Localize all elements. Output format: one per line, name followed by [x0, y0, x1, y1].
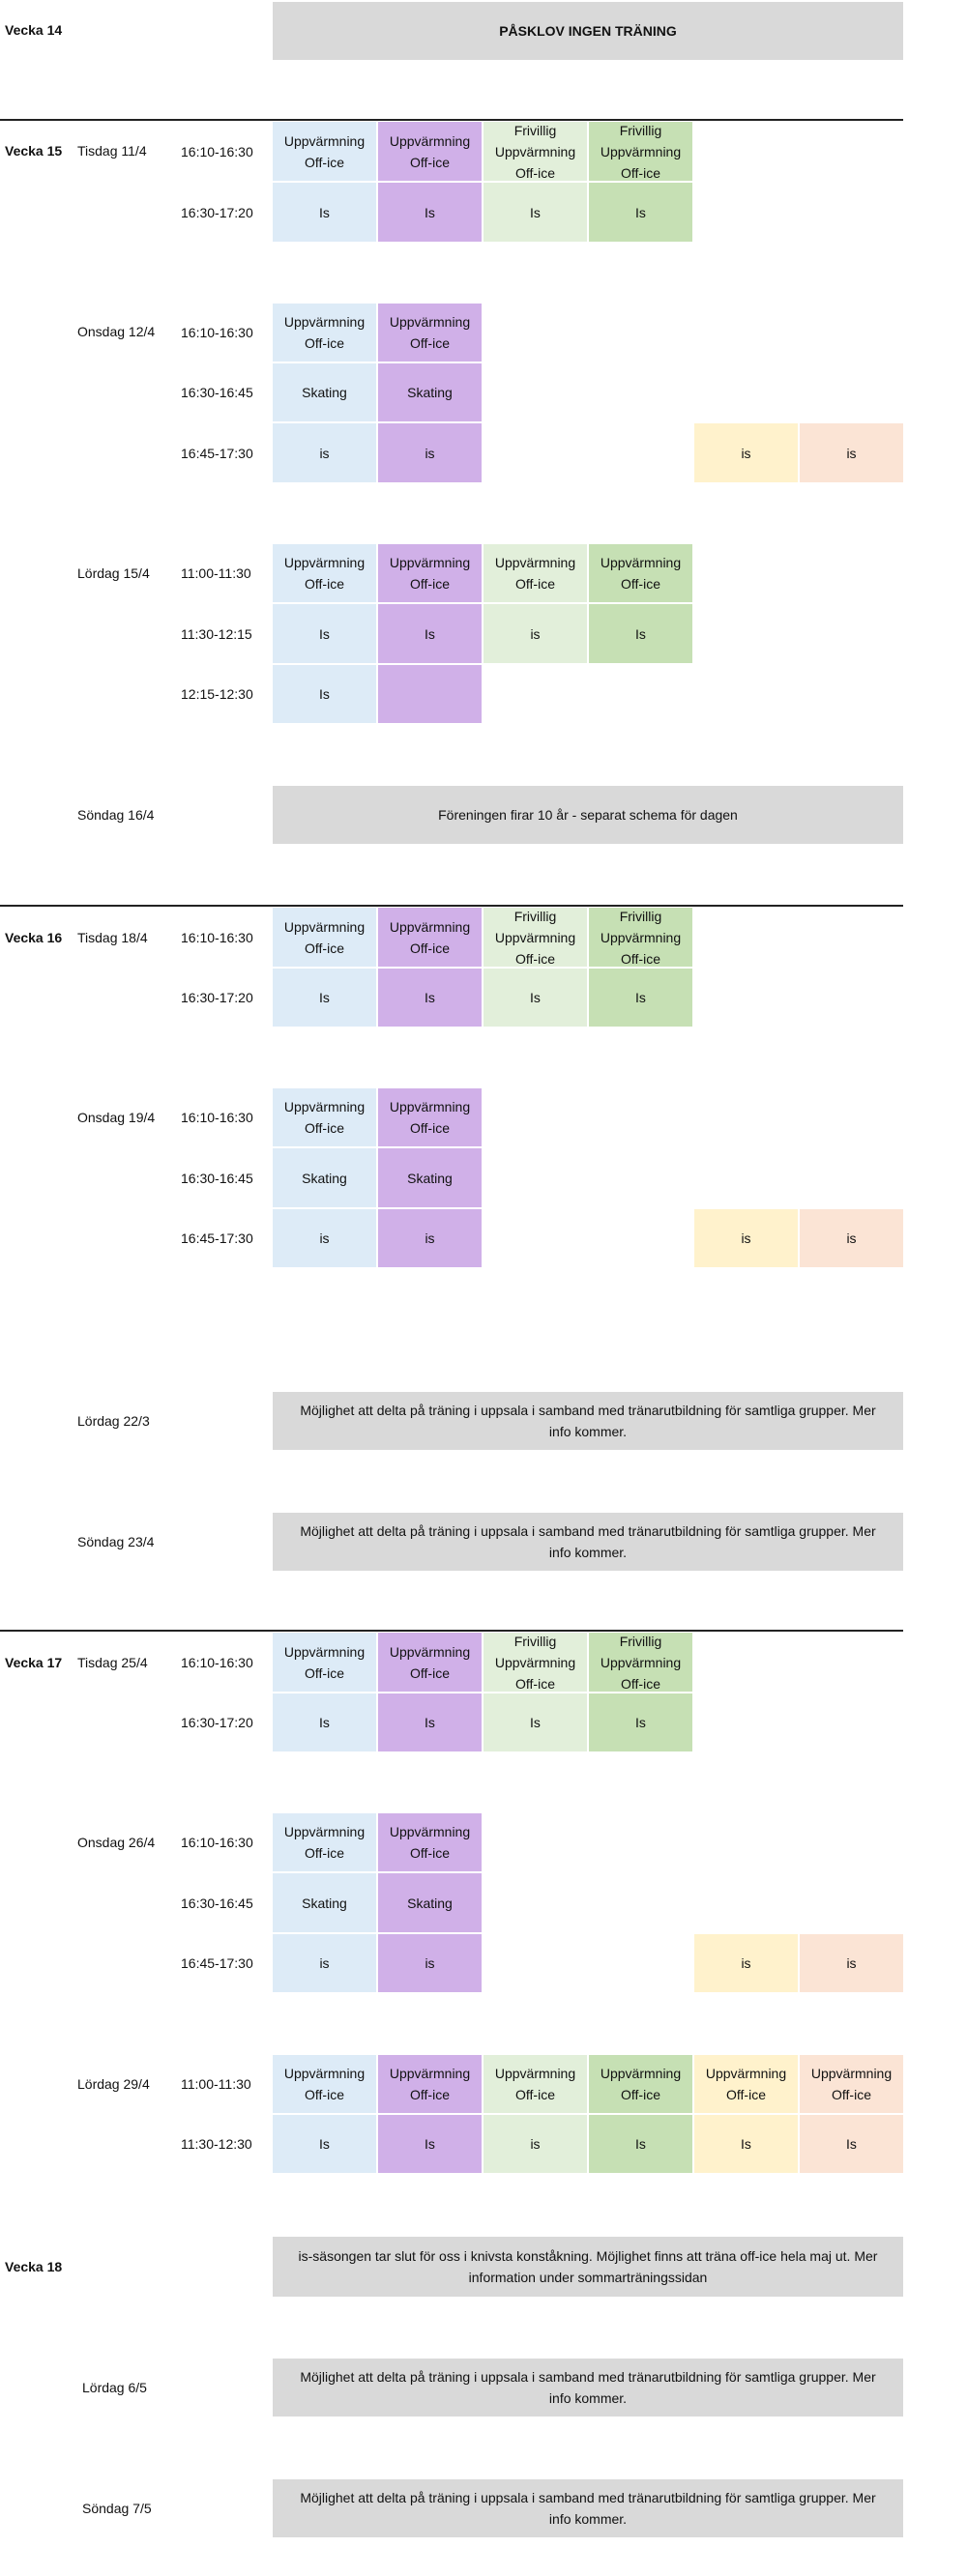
week-label: Vecka 14 — [5, 22, 63, 38]
schedule-cell: Is — [694, 2115, 798, 2173]
schedule-cell: Uppvärmning Off-ice — [589, 2055, 692, 2113]
schedule-cell: Is — [800, 2115, 903, 2173]
day-label: Lördag 15/4 — [77, 565, 150, 581]
time-label: 16:30-17:20 — [181, 1715, 253, 1730]
week15-sunday-banner: Föreningen firar 10 år - separat schema för dagen — [273, 786, 903, 844]
schedule-cell: Is — [378, 604, 482, 663]
week-label: Vecka 16 — [5, 930, 63, 945]
schedule-cell: Is — [484, 1693, 587, 1751]
schedule-cell: Uppvärmning Off-ice — [378, 1088, 482, 1146]
week16-sunday-banner: Möjlighet att delta på träning i uppsala i samband med tränarutbildning för samtliga grupper. Mer info kommer. — [273, 1513, 903, 1571]
time-label: 16:10-16:30 — [181, 929, 253, 945]
schedule-cell: Skating — [273, 363, 376, 421]
week-label: Vecka 18 — [5, 2259, 63, 2274]
time-label: 16:45-17:30 — [181, 1955, 253, 1971]
schedule-cell: Is — [378, 2115, 482, 2173]
schedule-cell: Is — [484, 969, 587, 1027]
day-label: Söndag 16/4 — [77, 807, 155, 823]
schedule-cell: Is — [589, 183, 692, 242]
schedule-cell: Is — [378, 969, 482, 1027]
schedule-cell: is — [273, 1934, 376, 1992]
schedule-cell-empty — [378, 665, 482, 723]
week-label: Vecka 17 — [5, 1655, 63, 1670]
time-label: 16:45-17:30 — [181, 1230, 253, 1246]
schedule-cell: is — [378, 423, 482, 482]
time-label: 11:30-12:30 — [181, 2136, 252, 2152]
schedule-cell: Is — [589, 604, 692, 663]
day-label: Onsdag 19/4 — [77, 1110, 156, 1125]
schedule-cell: Skating — [273, 1873, 376, 1932]
schedule-cell: Uppvärmning Off-ice — [273, 304, 376, 362]
day-label: Lördag 22/3 — [77, 1413, 150, 1429]
day-label: Lördag 29/4 — [77, 2076, 150, 2092]
schedule-cell: Is — [484, 183, 587, 242]
schedule-cell: Uppvärmning Off-ice — [694, 2055, 798, 2113]
week18-banner: is-säsongen tar slut för oss i knivsta konståkning. Möjlighet finns att träna off-ice hela maj ut. Mer information under sommarträningssidan — [273, 2237, 903, 2297]
time-label: 16:10-16:30 — [181, 1835, 253, 1850]
schedule-cell: Uppvärmning Off-ice — [378, 1633, 482, 1692]
schedule-cell: Uppvärmning Off-ice — [589, 544, 692, 602]
day-label: Onsdag 12/4 — [77, 324, 156, 339]
time-label: 16:30-17:20 — [181, 204, 253, 220]
schedule-cell: Uppvärmning Off-ice — [273, 2055, 376, 2113]
schedule-cell: Is — [589, 1693, 692, 1751]
day-label: Onsdag 26/4 — [77, 1835, 156, 1850]
schedule-cell: Uppvärmning Off-ice — [273, 1813, 376, 1871]
schedule-cell: Skating — [378, 1873, 482, 1932]
time-label: 12:15-12:30 — [181, 686, 253, 702]
column-line — [694, 905, 797, 906]
schedule-cell: Is — [273, 665, 376, 723]
time-label: 16:30-16:45 — [181, 1895, 253, 1911]
time-label: 11:00-11:30 — [181, 2076, 251, 2092]
schedule-cell: Frivillig Uppvärmning Off-ice — [589, 122, 692, 181]
column-line — [694, 1630, 797, 1631]
day-label: Söndag 7/5 — [82, 2501, 152, 2516]
schedule-cell: Is — [589, 969, 692, 1027]
day-label: Tisdag 11/4 — [77, 143, 147, 159]
schedule-cell: Uppvärmning Off-ice — [378, 122, 482, 181]
schedule-cell: Is — [273, 183, 376, 242]
schedule-cell: Frivillig Uppvärmning Off-ice — [589, 1633, 692, 1692]
time-label: 16:45-17:30 — [181, 445, 253, 461]
time-label: 16:10-16:30 — [181, 1110, 253, 1125]
schedule-cell: Uppvärmning Off-ice — [378, 1813, 482, 1871]
schedule-cell: Uppvärmning Off-ice — [800, 2055, 903, 2113]
schedule-cell: Uppvärmning Off-ice — [273, 544, 376, 602]
day-label: Söndag 23/4 — [77, 1534, 155, 1549]
schedule-cell: Uppvärmning Off-ice — [273, 122, 376, 181]
time-label: 16:10-16:30 — [181, 143, 253, 159]
week18-sunday-banner: Möjlighet att delta på träning i uppsala i samband med tränarutbildning för samtliga grupper. Mer info kommer. — [273, 2479, 903, 2537]
time-label: 16:30-16:45 — [181, 385, 253, 400]
schedule-cell: is — [800, 423, 903, 482]
schedule-cell: is — [800, 1209, 903, 1267]
time-label: 16:30-16:45 — [181, 1170, 253, 1186]
schedule-cell: Uppvärmning Off-ice — [273, 1088, 376, 1146]
schedule-cell: Uppvärmning Off-ice — [484, 544, 587, 602]
time-label: 16:10-16:30 — [181, 325, 253, 340]
schedule-cell: is — [694, 1934, 798, 1992]
schedule-cell: Is — [378, 1693, 482, 1751]
schedule-cell: Frivillig Uppvärmning Off-ice — [484, 1633, 587, 1692]
schedule-cell: is — [694, 423, 798, 482]
schedule-cell: Is — [273, 969, 376, 1027]
week16-saturday-banner: Möjlighet att delta på träning i uppsala i samband med tränarutbildning för samtliga grupper. Mer info kommer. — [273, 1392, 903, 1450]
schedule-cell: Uppvärmning Off-ice — [378, 544, 482, 602]
time-label: 16:30-17:20 — [181, 990, 253, 1005]
schedule-cell: is — [484, 2115, 587, 2173]
schedule-cell: Skating — [273, 1148, 376, 1207]
column-line — [800, 1630, 902, 1631]
schedule-cell: Uppvärmning Off-ice — [273, 1633, 376, 1692]
schedule-cell: Uppvärmning Off-ice — [378, 908, 482, 967]
time-label: 16:10-16:30 — [181, 1654, 253, 1670]
schedule-cell: Uppvärmning Off-ice — [273, 908, 376, 967]
schedule-cell: Is — [589, 2115, 692, 2173]
schedule-cell: is — [273, 423, 376, 482]
day-label: Lördag 6/5 — [82, 2380, 147, 2395]
schedule-cell: is — [694, 1209, 798, 1267]
schedule-cell: Is — [273, 1693, 376, 1751]
schedule-cell: Frivillig Uppvärmning Off-ice — [484, 122, 587, 181]
week-label: Vecka 15 — [5, 143, 63, 159]
schedule-cell: Is — [273, 604, 376, 663]
schedule-cell: Is — [273, 2115, 376, 2173]
day-label: Tisdag 25/4 — [77, 1655, 148, 1670]
schedule-cell: Uppvärmning Off-ice — [378, 304, 482, 362]
schedule-cell: is — [800, 1934, 903, 1992]
schedule-cell: Is — [378, 183, 482, 242]
schedule-cell: Skating — [378, 363, 482, 421]
schedule-cell: Skating — [378, 1148, 482, 1207]
schedule-cell: is — [378, 1934, 482, 1992]
schedule-cell: Frivillig Uppvärmning Off-ice — [484, 908, 587, 967]
day-label: Tisdag 18/4 — [77, 930, 148, 945]
column-line — [800, 905, 902, 906]
week14-banner: PÅSKLOV INGEN TRÄNING — [273, 2, 903, 60]
schedule-cell: is — [273, 1209, 376, 1267]
week-divider — [0, 119, 903, 121]
time-label: 11:30-12:15 — [181, 625, 252, 642]
schedule-cell: Frivillig Uppvärmning Off-ice — [589, 908, 692, 967]
schedule-cell: Uppvärmning Off-ice — [484, 2055, 587, 2113]
schedule-cell: is — [484, 604, 587, 663]
schedule-cell: Uppvärmning Off-ice — [378, 2055, 482, 2113]
week18-saturday-banner: Möjlighet att delta på träning i uppsala i samband med tränarutbildning för samtliga grupper. Mer info kommer. — [273, 2359, 903, 2417]
time-label: 11:00-11:30 — [181, 565, 251, 581]
schedule-cell: is — [378, 1209, 482, 1267]
